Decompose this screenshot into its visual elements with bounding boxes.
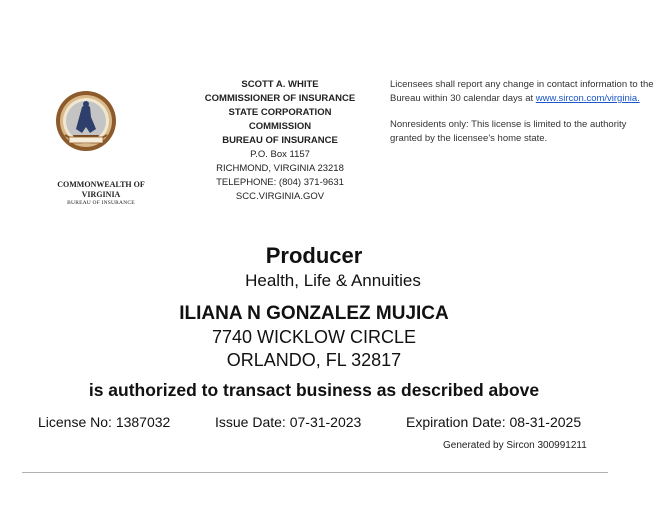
issue-date: Issue Date: 07-31-2023	[215, 414, 362, 430]
telephone: TELEPHONE: (804) 371-9631	[216, 177, 344, 188]
sircon-link[interactable]: www.sircon.com/virginia.	[535, 93, 640, 104]
virginia-seal-icon	[55, 85, 117, 173]
expiration-date: Expiration Date: 08-31-2025	[406, 414, 582, 430]
seal-caption-line2: VIRGINIA	[81, 190, 121, 199]
holder-name: ILIANA N GONZALEZ MUJICA	[179, 303, 449, 324]
change-notice-text: Licensees shall report any change in contact information to the Bureau within 30 calendar days at	[390, 79, 654, 104]
nonresident-notice: Nonresidents only: This license is limited to the authority granted by the licensee’s home state.	[390, 119, 627, 144]
seal-caption-line1: COMMONWEALTH OF	[57, 180, 145, 189]
address-line2: ORLANDO, FL 32817	[226, 350, 402, 370]
agency-line1: STATE CORPORATION	[228, 107, 332, 118]
commissioner-block	[190, 78, 370, 204]
license-type: Producer	[265, 243, 363, 268]
commissioner-name: SCOTT A. WHITE	[241, 79, 319, 90]
seal-caption-line3: BUREAU OF INSURANCE	[67, 200, 135, 206]
po-box: P.O. Box 1157	[250, 149, 310, 160]
notice-block	[390, 78, 660, 146]
website: SCC.VIRGINIA.GOV	[235, 191, 325, 202]
change-notice	[390, 78, 660, 106]
lines-of-authority: Health, Life & Annuities	[245, 271, 421, 290]
license-number: License No: 1387032	[38, 414, 171, 430]
bureau-name: BUREAU OF INSURANCE	[222, 135, 338, 146]
city-line: RICHMOND, VIRGINIA 23218	[216, 163, 344, 174]
authorization-statement: is authorized to transact business as described above	[88, 380, 540, 400]
divider	[22, 472, 608, 473]
seal-caption	[38, 180, 164, 207]
address-line1: 7740 WICKLOW CIRCLE	[211, 327, 417, 347]
commissioner-title: COMMISSIONER OF INSURANCE	[204, 93, 356, 104]
agency-line2: COMMISSION	[248, 121, 312, 132]
generated-by: Generated by Sircon 300991211	[443, 440, 587, 451]
